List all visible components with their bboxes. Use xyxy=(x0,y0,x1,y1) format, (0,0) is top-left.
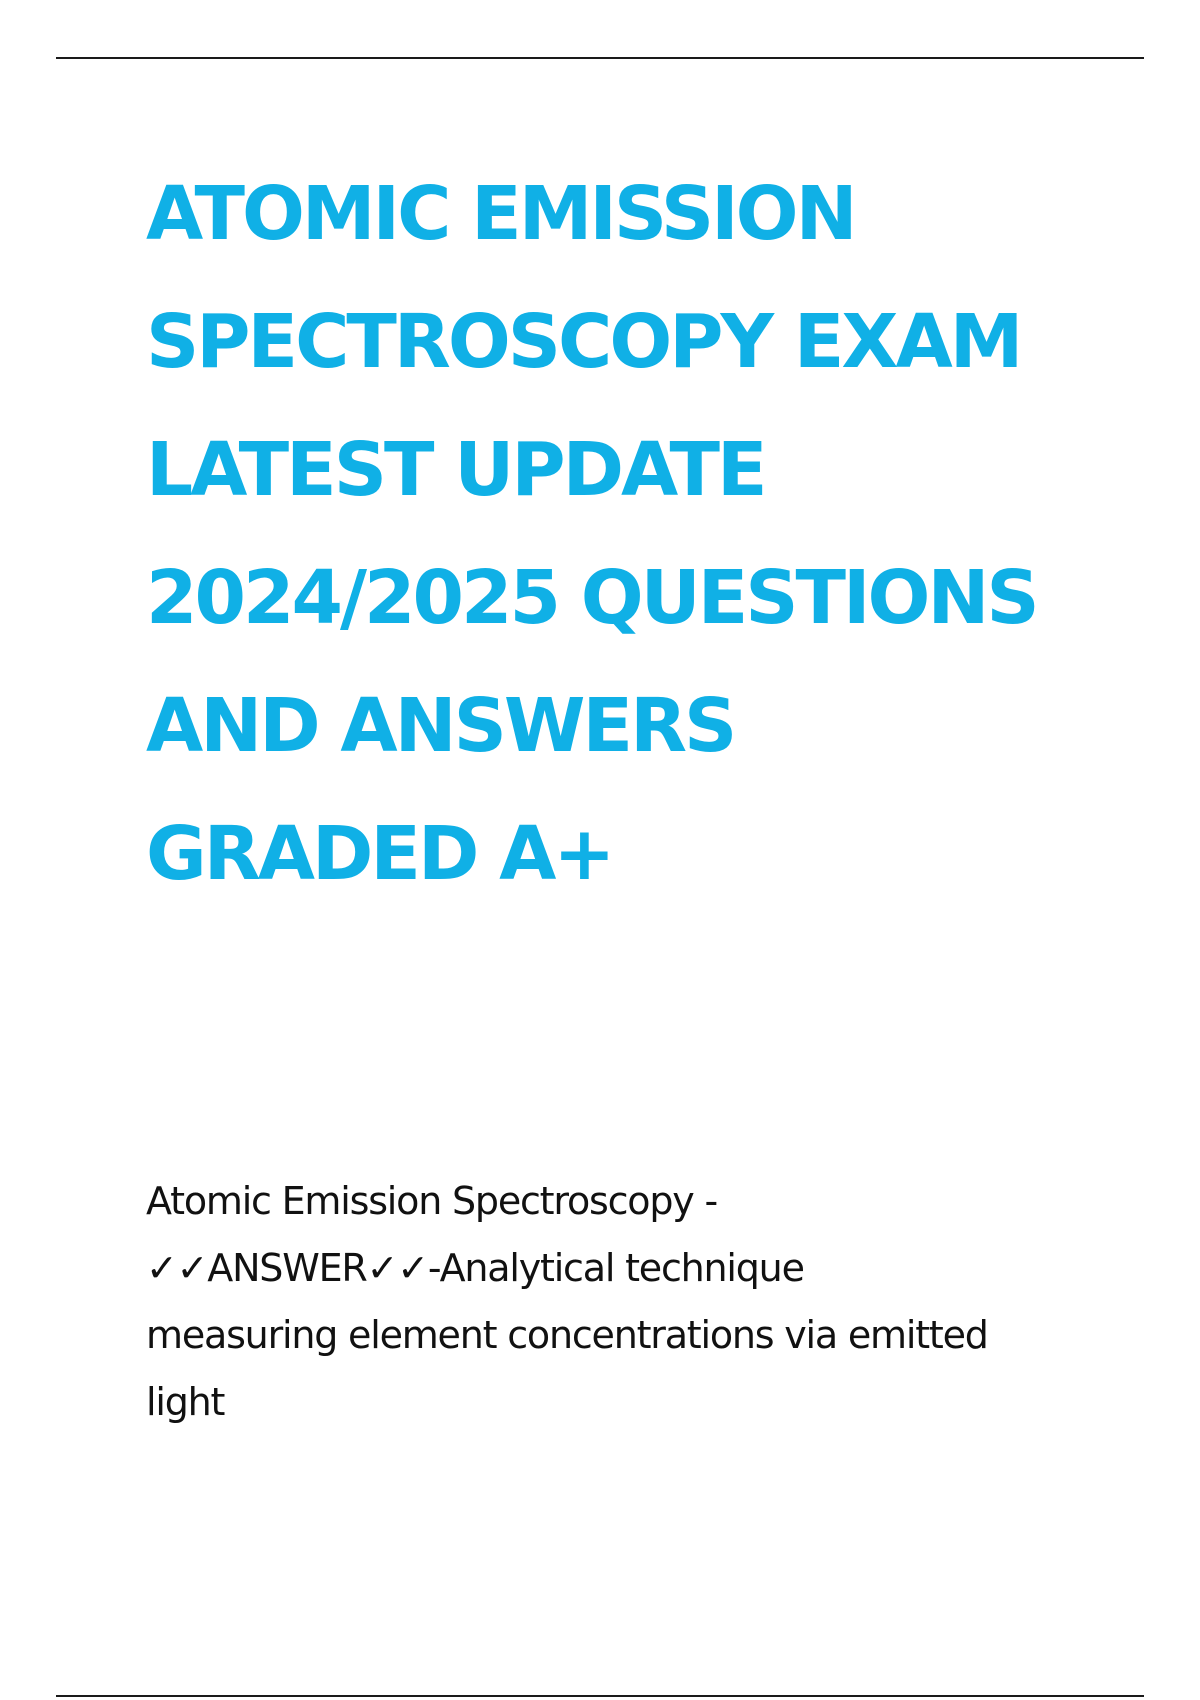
title-line: ATOMIC EMISSION xyxy=(146,171,855,257)
question-answer-block xyxy=(146,1168,1076,1436)
answer-text: -Analytical technique xyxy=(427,1246,804,1290)
title-line: SPECTROSCOPY EXAM xyxy=(146,299,1021,385)
footer-rule xyxy=(56,1695,1144,1697)
title-line: 2024/2025 QUESTIONS xyxy=(146,555,1037,641)
header-rule xyxy=(56,57,1144,59)
answer-text: light xyxy=(146,1380,225,1424)
title-line: LATEST UPDATE xyxy=(146,427,765,513)
answer-label: ANSWER xyxy=(207,1246,367,1290)
checkmark-icon: ✓✓ xyxy=(366,1246,428,1290)
question-text: Atomic Emission Spectroscopy - xyxy=(146,1179,717,1223)
checkmark-icon: ✓✓ xyxy=(146,1246,208,1290)
answer-text: measuring element concentrations via emitted xyxy=(146,1313,988,1357)
document-title xyxy=(146,150,1146,918)
answer-line xyxy=(146,1235,1076,1302)
title-line: GRADED A+ xyxy=(146,811,613,897)
title-line: AND ANSWERS xyxy=(146,683,735,769)
